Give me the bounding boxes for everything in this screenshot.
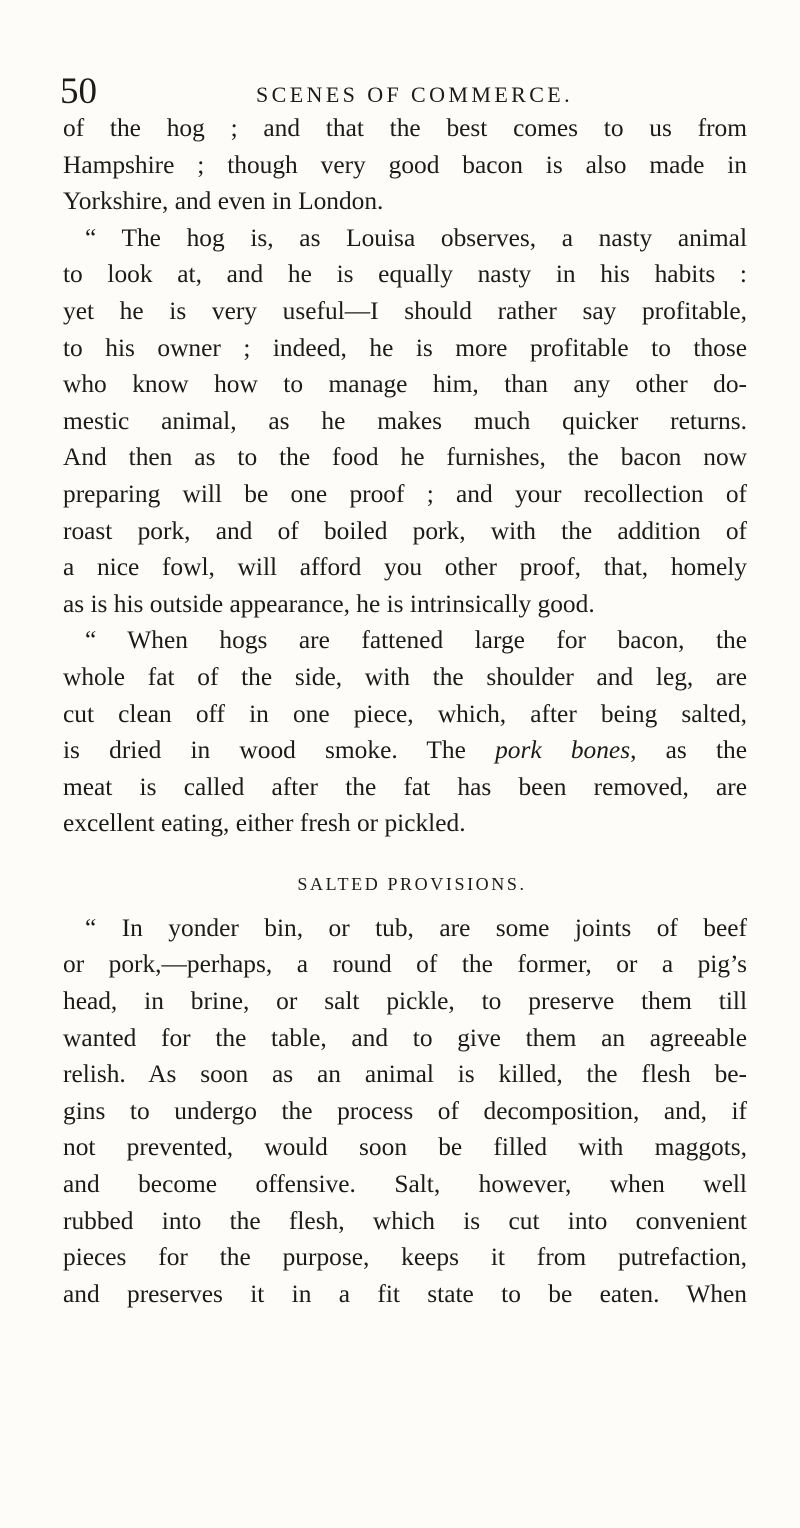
running-head: [60, 72, 760, 112]
text-line: or pork,—perhaps, a round of the former, or a pig’s: [63, 950, 747, 979]
text-line: rubbed into the flesh, which is cut into convenient: [63, 1206, 747, 1235]
text-line: to his owner ; indeed, he is more profitable to those: [63, 333, 747, 362]
text-line: not prevented, would soon be filled with maggots,: [63, 1133, 747, 1162]
text-line: Hampshire ; though very good bacon is also made in: [63, 150, 747, 179]
running-title: SCENES OF COMMERCE.: [256, 82, 574, 107]
text-line: as is his outside appearance, he is intrinsically good.: [63, 589, 595, 618]
body-text: [63, 110, 747, 1312]
text-line: and preserves it in a fit state to be eaten. When: [63, 1279, 747, 1308]
text-line-with-italic: [63, 732, 747, 769]
text-line: wanted for the table, and to give them an agreeable: [63, 1023, 747, 1052]
text-line: whole fat of the side, with the shoulder and leg, are: [63, 662, 747, 691]
text-line: And then as to the food he furnishes, the bacon now: [63, 443, 747, 472]
text-line: meat is called after the fat has been removed, are: [63, 772, 747, 801]
text-line: “ In yonder bin, or tub, are some joints of beef: [85, 913, 747, 942]
text-line: a nice fowl, will afford you other proof, that, homely: [63, 553, 747, 582]
page-number: 50: [60, 71, 97, 112]
text-line: relish. As soon as an animal is killed, the flesh be-: [63, 1060, 747, 1089]
paragraph-2: [63, 220, 747, 623]
text-line: “ The hog is, as Louisa observes, a nasty animal: [85, 223, 747, 252]
text-line: mestic animal, as he makes much quicker returns.: [63, 406, 747, 435]
text-line: “ When hogs are fattened large for bacon, the: [85, 626, 747, 655]
paragraph-1: [63, 110, 747, 220]
italic-term: pork bones: [495, 736, 631, 765]
text-line: and become offensive. Salt, however, when well: [63, 1170, 747, 1199]
text-line: excellent eating, either fresh or pickled.: [63, 809, 466, 838]
text-line: gins to undergo the process of decomposition, and, if: [63, 1096, 747, 1125]
text-line: to look at, and he is equally nasty in his habits :: [63, 260, 747, 289]
text-line: of the hog ; and that the best comes to us from: [63, 114, 747, 142]
text-line: Yorkshire, and even in London.: [63, 187, 384, 216]
section-heading: SALTED PROVISIONS.: [297, 873, 527, 894]
text-line: head, in brine, or salt pickle, to preserve them till: [63, 987, 747, 1016]
text-line: yet he is very useful—I should rather say profitable,: [63, 296, 747, 325]
text-segment: , as the: [630, 736, 747, 765]
paragraph-4: [63, 910, 747, 1313]
text-segment: is dried in wood smoke. The: [63, 736, 466, 765]
text-line: roast pork, and of boiled pork, with the addition of: [63, 516, 747, 545]
section-gap: [63, 902, 747, 910]
text-line: preparing will be one proof ; and your recollection of: [63, 479, 747, 508]
text-line: who know how to manage him, than any other do-: [63, 370, 747, 399]
paragraph-3: [63, 622, 747, 842]
text-line: pieces for the purpose, keeps it from putrefaction,: [63, 1243, 747, 1272]
section-gap: [63, 842, 747, 866]
text-line: cut clean off in one piece, which, after being salted,: [63, 699, 747, 728]
